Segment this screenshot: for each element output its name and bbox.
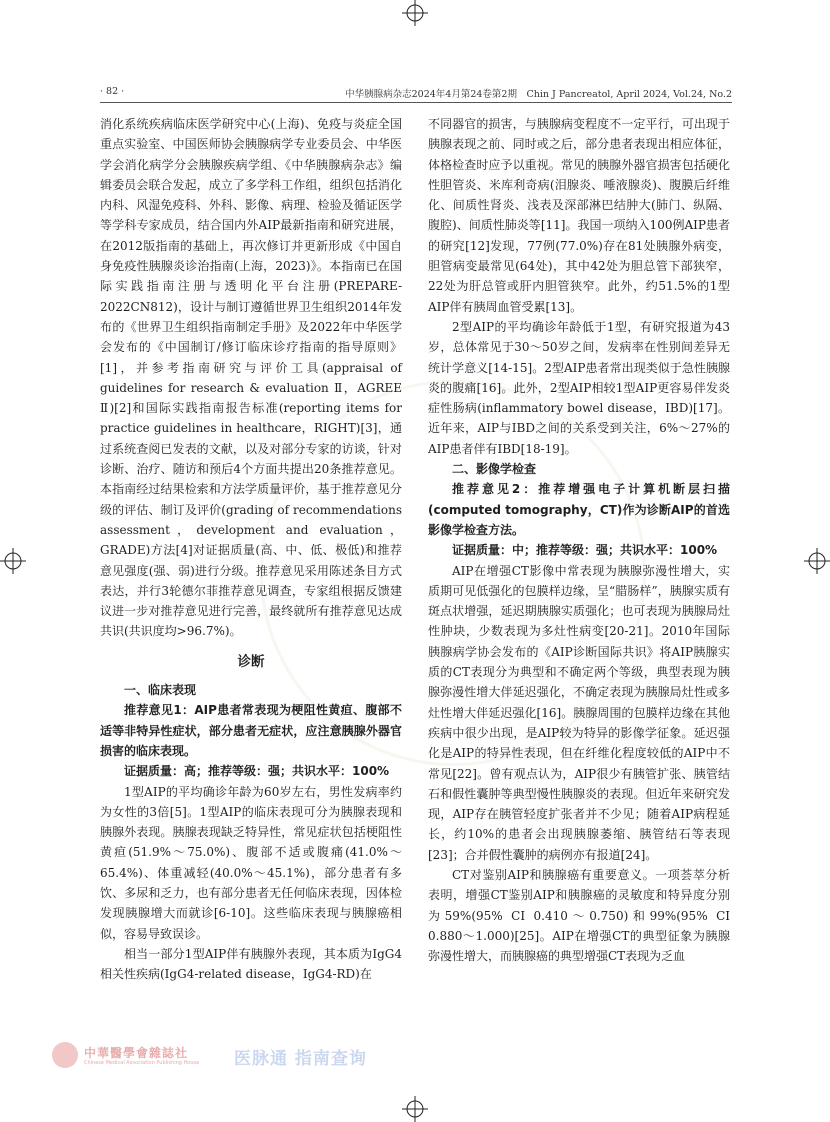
crop-mark-right-icon [804, 548, 830, 574]
crop-mark-bottom-icon [402, 1096, 428, 1122]
subsection-title: 二、影像学检查 [452, 462, 537, 477]
publisher-seal-icon [52, 1042, 78, 1068]
section-title: 诊断 [237, 653, 265, 670]
paragraph: 消化系统疾病临床医学研究中心(上海)、免疫与炎症全国重点实验室、中国医师协会胰腺病学专业委员会、中华医学会消化病学分会胰腺疾病学组、《中华胰腺病杂志》编辑委员会联合发起，成立了多学科工作组，组织包括消化内科、风湿免疫科、外科、影像、病理、检验及循证医学等学科专家成员，结合国内外AIP最新指南和研究进展，在2012版指南的基础上，再次修订并更新形成《中国自身免疫性胰腺炎诊治指南(上海，2023)》。本指南已在国际实践指南注册与透明化平台注册(PREPARE-2022CN812)，设计与制订遵循世界卫生组织2014年发布的《世界卫生组织指南制定手册》及2022年中华医学会发布的《中国制订/修订临床诊疗指南的指导原则》[1]，并参考指南研究与评价工具(appraisal of guidelines for research & evaluation Ⅱ，AGREE Ⅱ)[2]和国际实践指南报告标准(reporting items for practice guidelines in healthcare，RIGHT)[3]，通过系统查阅已发表的文献，以及对部分专家的访谈，针对诊断、治疗、随访和预后4个方面共提出20条推荐意见。本指南经过结果检索和方法学质量评价，基于推荐意见分级的评估、制订及评价(grading of recommendations assessment，development and evaluation，GRADE)方法[4]对证据质量(高、中、低、极低)和推荐意见强度(强、弱)进行分级。推荐意见采用陈述条目方式表达，并行3轮德尔菲推荐意见调查，专家组根据反馈建议进一步对推荐意见进行完善，最终就所有推荐意见达成共识(共识度均>96.7%)。 [100, 117, 402, 639]
crop-mark-left-icon [0, 548, 26, 574]
recommendation: 推荐意见1：AIP患者常表现为梗阻性黄疸、腹部不适等非特异性症状，部分患者无症状，应注意胰腺外器官损害的临床表现。 [100, 703, 402, 758]
paragraph: CT对鉴别AIP和胰腺癌有重要意义。一项荟萃分析表明，增强CT鉴别AIP和胰腺癌的灵敏度和特异度分别为59%(95% CI 0.410～0.750)和99%(95% CI 0.880～1.000)[25]。AIP在增强CT的典型征象为胰腺弥漫性增大，而胰腺癌的典型增强CT表现为乏血 [428, 867, 730, 964]
paragraph: 不同器官的损害，与胰腺病变程度不一定平行，可出现于胰腺表现之前、同时或之后，部分患者表现出相应体征，体格检查时应予以重视。常见的胰腺外器官损害包括硬化性胆管炎、米库利奇病(泪腺炎、唾液腺炎)、腹膜后纤维化、间质性肾炎、浅表及深部淋巴结肿大(肺门、纵隔、腹腔)、间质性肺炎等[11]。我国一项纳入100例AIP患者的研究[12]发现，77例(77.0%)存在81处胰腺外病变，胆管病变最常见(64处)，其中42处为胆总管下部狭窄，22处为肝总管或肝内胆管狭窄。此外，约51.5%的1型AIP伴有胰周血管受累[13]。 [428, 117, 730, 314]
right-column [428, 114, 730, 966]
running-header [100, 86, 732, 103]
paragraph: 2型AIP的平均确诊年龄低于1型，有研究报道为43岁，总体常见于30～50岁之间，发病率在性别间差异无统计学意义[14-15]。2型AIP患者常出现类似于急性胰腺炎的腹痛[16]。此外，2型AIP相较1型AIP更容易伴发炎症性肠病(inflammatory bowel disease，IBD)[17]。近年来，AIP与IBD之间的关系受到关注，6%～27%的AIP患者伴有IBD[18-19]。 [428, 319, 730, 456]
recommendation: 推荐意见2：推荐增强电子计算机断层扫描(computed tomography，CT)作为诊断AIP的首选影像学检查方法。 [428, 482, 730, 537]
paragraph: 1型AIP的平均确诊年龄为60岁左右，男性发病率约为女性的3倍[5]。1型AIP的临床表现可分为胰腺表现和胰腺外表现。胰腺表现缺乏特异性，常见症状包括梗阻性黄疸(51.9%～75.0%)、腹部不适或腹痛(41.0%～65.4%)、体重减轻(40.0%～45.1%)，部分患者有多饮、多尿和乏力，也有部分患者无任何临床表现，因体检发现胰腺增大而就诊[6-10]。这些临床表现与胰腺癌相似，容易导致误诊。 [100, 784, 402, 941]
left-column [100, 114, 402, 984]
evidence-grade: 证据质量：高；推荐等级：强；共识水平：100% [124, 764, 390, 779]
subsection-title: 一、临床表现 [124, 683, 197, 698]
brand-watermark: 医脉通 指南查询 [234, 1049, 367, 1069]
publisher-footer [52, 1042, 382, 1070]
publisher-name: 中華醫學會雜誌社 [84, 1046, 189, 1060]
journal-citation: 中华胰腺病杂志2024年4月第24卷第2期 Chin J Pancreatol, April 2024, Vol.24, No.2 [345, 89, 732, 100]
paragraph: AIP在增强CT影像中常表现为胰腺弥漫性增大，实质期可见低强化的包膜样边缘，呈“腊肠样”，胰腺实质有斑点状增强，延迟期胰腺实质强化；也可表现为胰腺局灶性肿块，少数表现为多灶性病变[20-21]。2010年国际胰腺病学协会发布的《AIP诊断国际共识》将AIP胰腺实质的CT表现分为典型和不确定两个等级，典型表现为胰腺弥漫性增大伴延迟强化，不确定表现为胰腺局灶性或多灶性增大伴延迟强化[16]。胰腺周围的包膜样边缘在其他疾病中很少出现，是AIP较为特异的影像学征象。延迟强化是AIP的特异性表现，但在纤维化程度较低的AIP中不常见[22]。曾有观点认为，AIP很少有胰管扩张、胰管结石和假性囊肿等典型慢性胰腺炎的表现。但近年来研究发现，AIP存在胰管轻度扩张者并不少见；随着AIP病程延长，约10%的患者会出现胰腺萎缩、胰管结石等表现[23]；合并假性囊肿的病例亦有报道[24]。 [428, 563, 730, 862]
crop-mark-top-icon [402, 0, 428, 26]
page-number: · 82 · [100, 86, 125, 97]
publisher-name-en: Chinese Medical Association Publishing House [84, 1060, 200, 1066]
paragraph: 相当一部分1型AIP伴有胰腺外表现，其本质为IgG4相关性疾病(IgG4-related disease，IgG4-RD)在 [100, 946, 402, 982]
evidence-grade: 证据质量：中；推荐等级：强；共识水平：100% [452, 543, 718, 558]
